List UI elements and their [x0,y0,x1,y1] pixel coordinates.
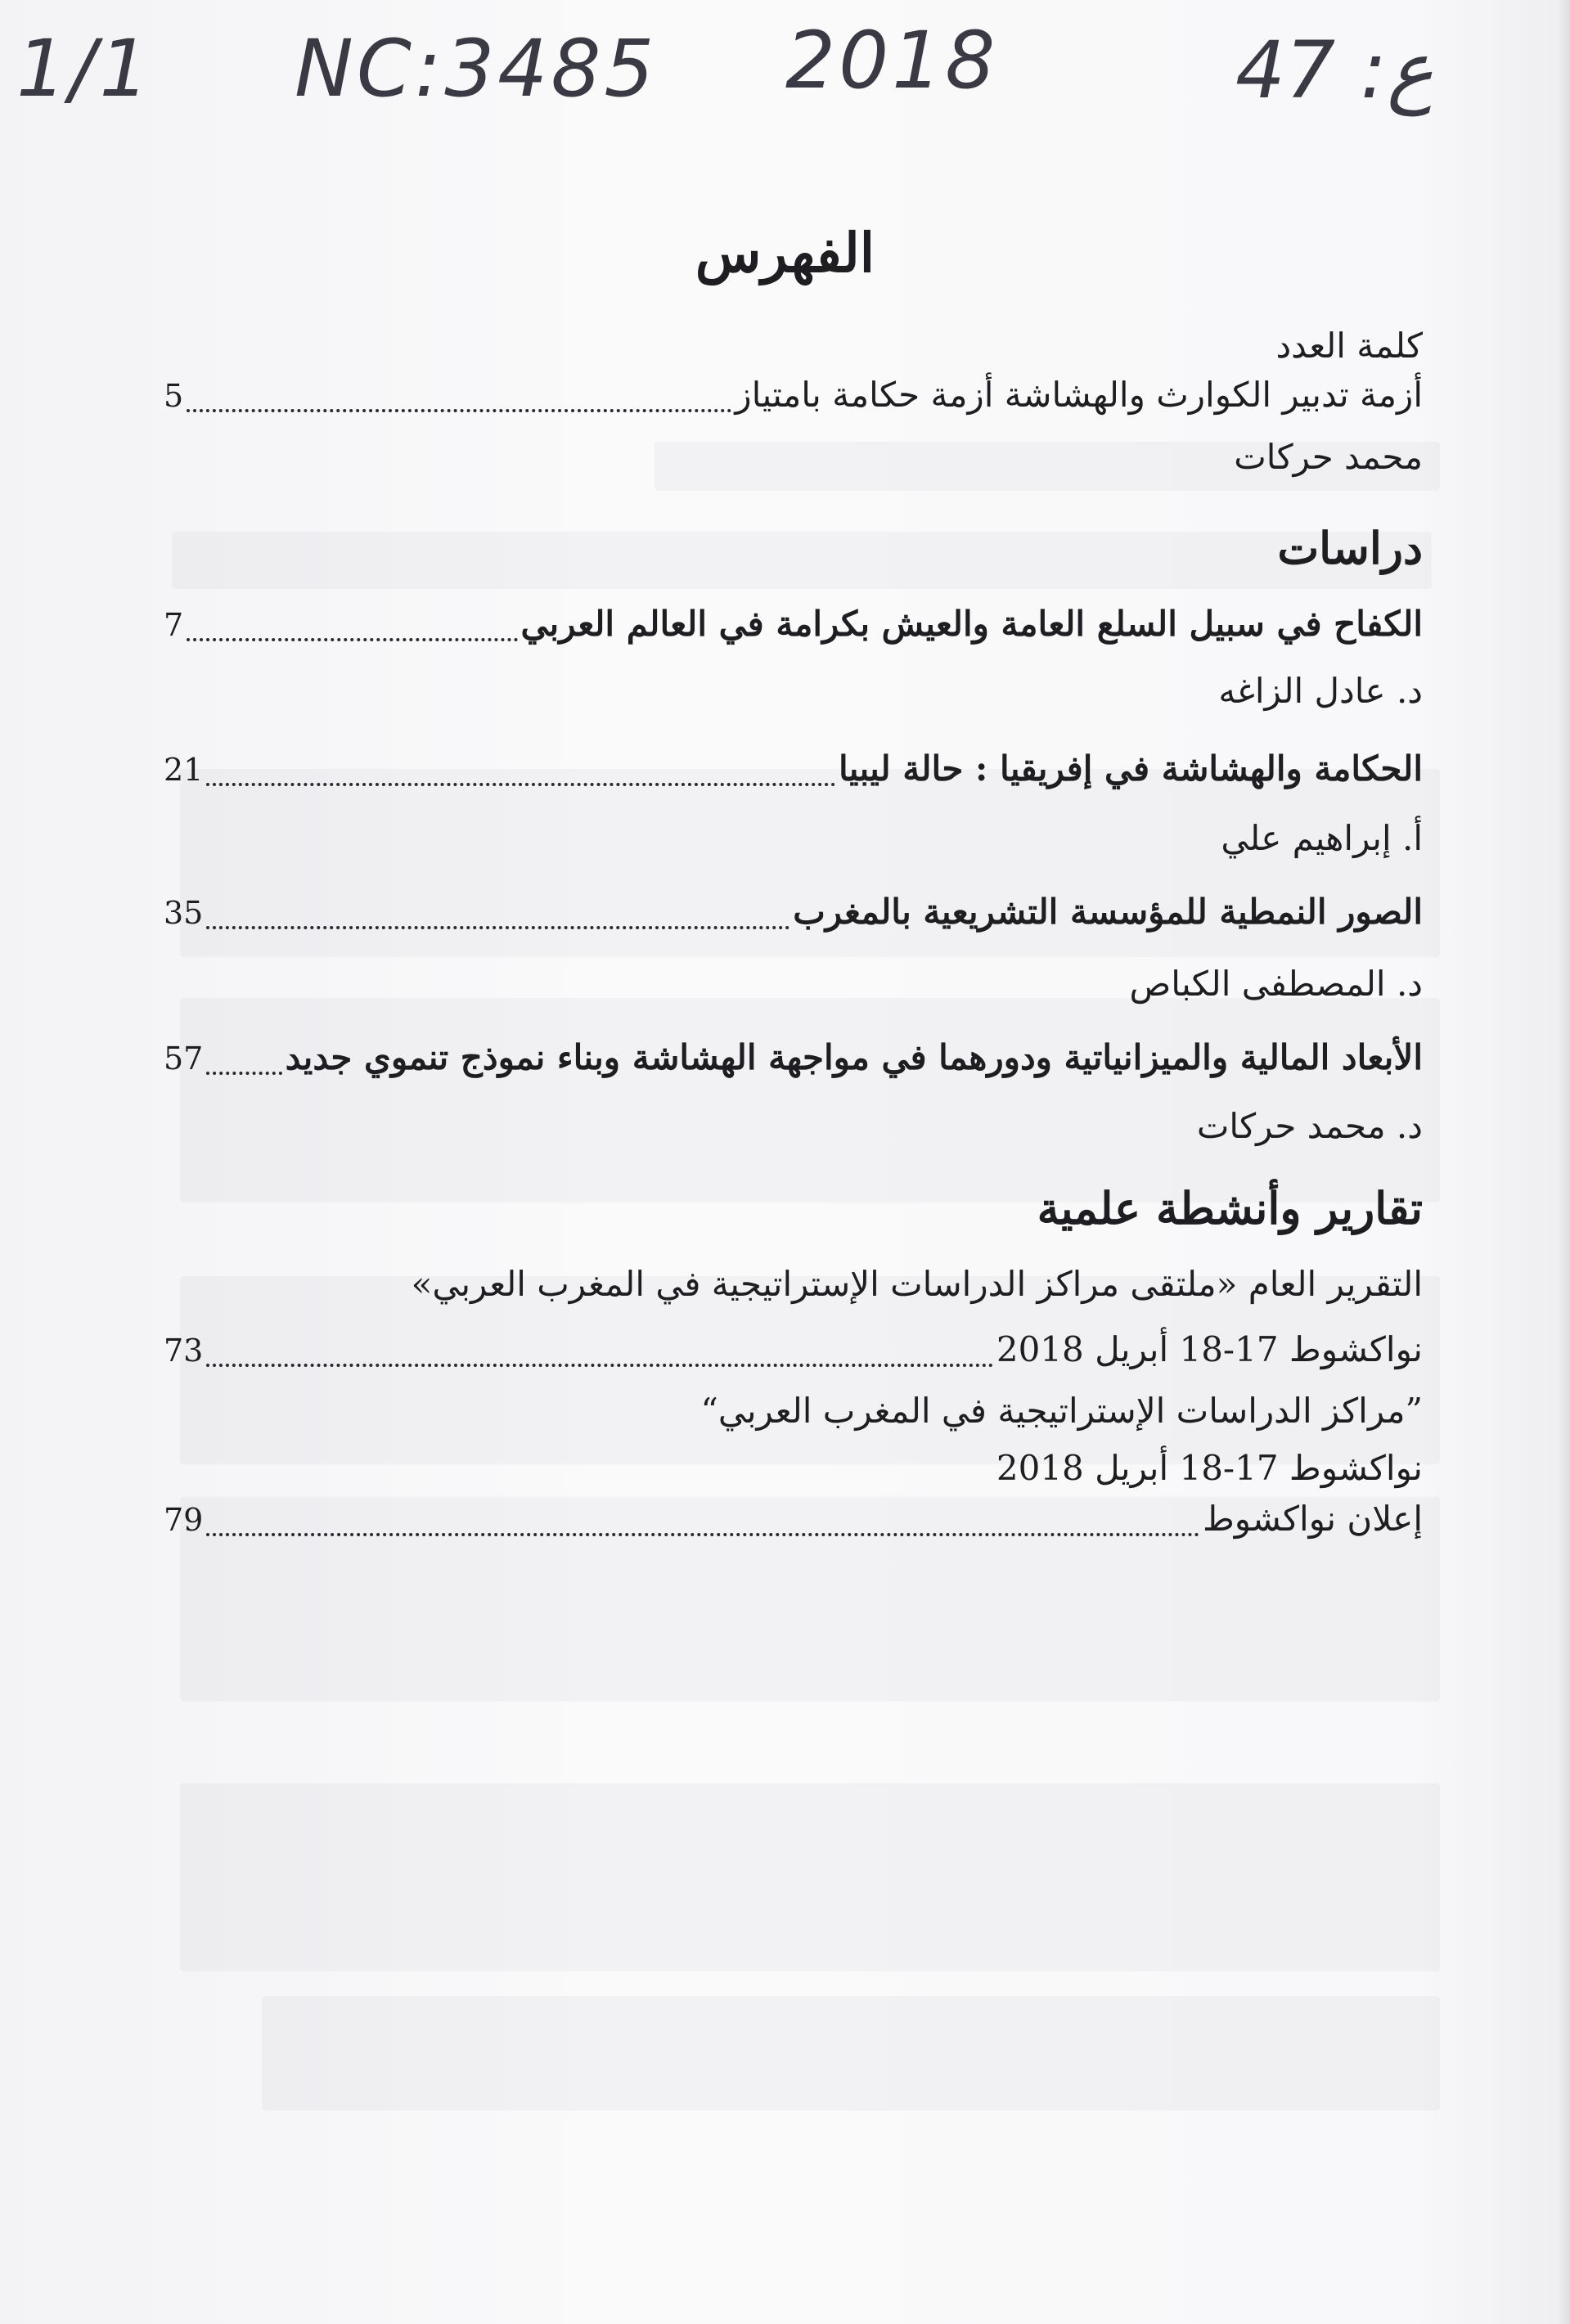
section-heading-reports: تقارير وأنشطة علمية [1037,1182,1423,1234]
entry-page-number: 73 [164,1333,204,1369]
entry-title: الحكامة والهشاشة في إفريقيا : حالة ليبيا [839,748,1423,789]
entry-author: د. المصطفى الكباص [1129,964,1423,1004]
entry-page-number: 7 [164,607,184,643]
toc-entry-study-2[interactable] [164,748,1423,798]
entry-author: محمد حركات [1234,437,1423,477]
toc-entry-study-4[interactable] [164,1037,1423,1086]
dot-leader [187,409,731,412]
toc-entry-report-1[interactable] [164,1329,1423,1378]
dot-leader [206,1533,1199,1536]
entry-page-number: 21 [164,752,204,788]
toc-entry-report-2[interactable] [164,1499,1423,1548]
entry-title: أزمة تدبير الكوارث والهشاشة أزمة حكامة بامتياز [735,375,1423,415]
entry-title: إعلان نواكشوط [1202,1499,1423,1539]
dot-leader [206,926,789,929]
handwritten-year: 2018 [785,15,999,106]
dot-leader [206,783,835,786]
report-2-date: نواكشوط 17-18 أبريل 2018 [996,1448,1423,1488]
section-heading-studies: دراسات [1277,522,1423,574]
intro-heading: كلمة العدد [1275,326,1423,366]
entry-page-number: 5 [164,378,184,414]
entry-author: د. محمد حركات [1196,1106,1423,1146]
toc-title: الفهرس [695,221,875,285]
entry-title: الكفاح في سبيل السلع العامة والعيش بكرامة في العالم العربي [520,604,1423,644]
dot-leader [187,638,517,641]
report-2-title: ”مراكز الدراسات الإستراتيجية في المغرب العربي“ [700,1391,1423,1431]
entry-page-number: 35 [164,895,204,931]
toc-entry-study-1[interactable] [164,604,1423,653]
entry-subtitle: نواكشوط 17-18 أبريل 2018 [996,1329,1423,1369]
entry-title: الصور النمطية للمؤسسة التشريعية بالمغرب [793,892,1423,932]
report-1-title: التقرير العام «ملتقى مراكز الدراسات الإستراتيجية في المغرب العربي» [411,1264,1423,1304]
dot-leader [206,1072,281,1075]
handwritten-call-number: NC:3485 [295,23,658,115]
toc-entry-study-3[interactable] [164,892,1423,941]
toc-entry-intro[interactable] [164,375,1423,424]
dot-leader [206,1364,992,1367]
entry-author: أ. إبراهيم علي [1221,818,1423,858]
entry-title: الأبعاد المالية والميزانياتية ودورهما في مواجهة الهشاشة وبناء نموذج تنموي جديد [285,1037,1423,1077]
entry-page-number: 57 [164,1041,204,1077]
entry-page-number: 79 [164,1502,204,1538]
entry-author: د. عادل الزاغه [1218,671,1423,711]
handwritten-note-left: 1/1 [16,23,153,115]
handwritten-issue-number: ع: 47 [1235,25,1434,116]
